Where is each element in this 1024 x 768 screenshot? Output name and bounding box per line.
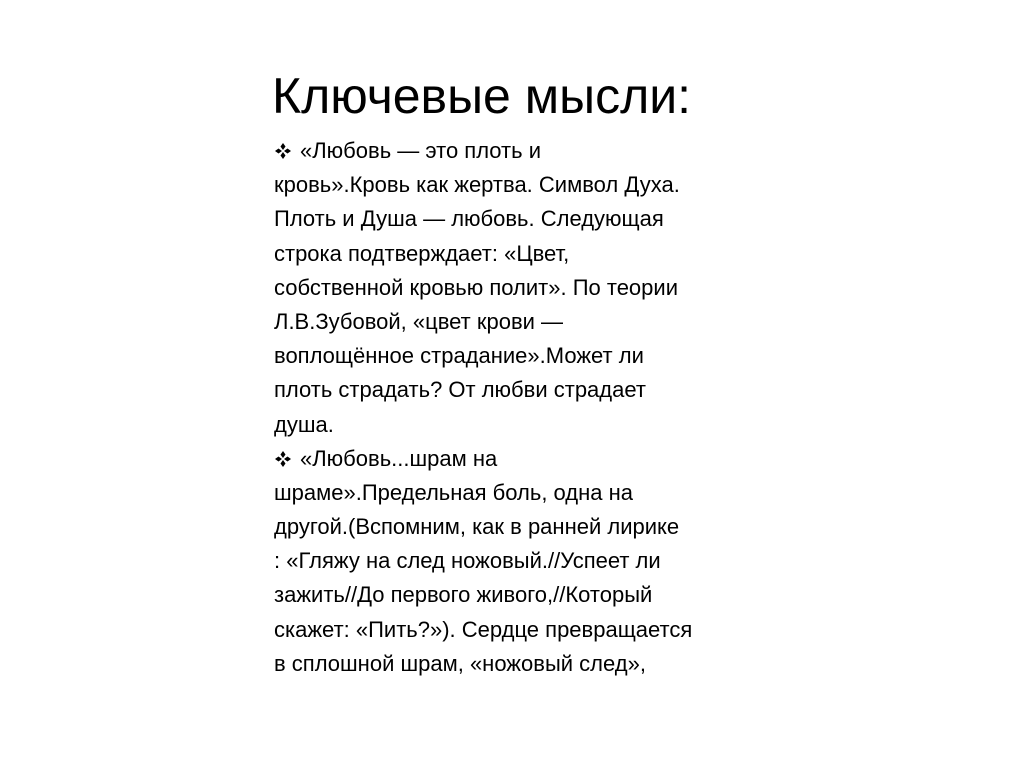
bullet-text-line: собственной кровью полит». По теории bbox=[274, 274, 678, 300]
bullet-text-line: скажет: «Пить?»). Сердце превращается bbox=[274, 616, 693, 642]
bullet-paragraph-1 bbox=[274, 134, 774, 442]
bullet-text-line: шраме».Предельная боль, одна на bbox=[274, 479, 634, 505]
bullet-text-line: : «Гляжу на след ножовый.//Успеет ли bbox=[274, 548, 661, 574]
bullet-text-line: Л.В.Зубовой, «цвет крови — bbox=[274, 308, 564, 334]
bullet-text-line: в сплошной шрам, «ножовый след», bbox=[274, 650, 646, 676]
bullet-paragraph-2 bbox=[274, 442, 774, 681]
slide-content bbox=[274, 134, 774, 681]
slide-title: Ключевые мысли: bbox=[272, 68, 692, 124]
four-diamond-bullet-icon bbox=[274, 450, 292, 468]
bullet-text-line: другой.(Вспомним, как в ранней лирике bbox=[274, 514, 680, 540]
bullet-text-line: душа. bbox=[274, 411, 334, 437]
bullet-text-line: Плоть и Душа — любовь. Следующая bbox=[274, 206, 664, 232]
bullet-text-line: зажить//До первого живого,//Который bbox=[274, 582, 653, 608]
bullet-text-line: строка подтверждает: «Цвет, bbox=[274, 240, 570, 266]
bullet-text-line: «Любовь — это плоть и bbox=[300, 138, 541, 163]
bullet-text-line: воплощённое страдание».Может ли bbox=[274, 343, 644, 369]
bullet-text-line: плоть страдать? От любви страдает bbox=[274, 377, 646, 403]
bullet-line bbox=[274, 442, 774, 476]
bullet-text-line: кровь».Кровь как жертва. Символ Духа. bbox=[274, 172, 680, 198]
bullet-line bbox=[274, 134, 774, 168]
four-diamond-bullet-icon bbox=[274, 142, 292, 160]
bullet-text-line: «Любовь...шрам на bbox=[300, 445, 498, 471]
